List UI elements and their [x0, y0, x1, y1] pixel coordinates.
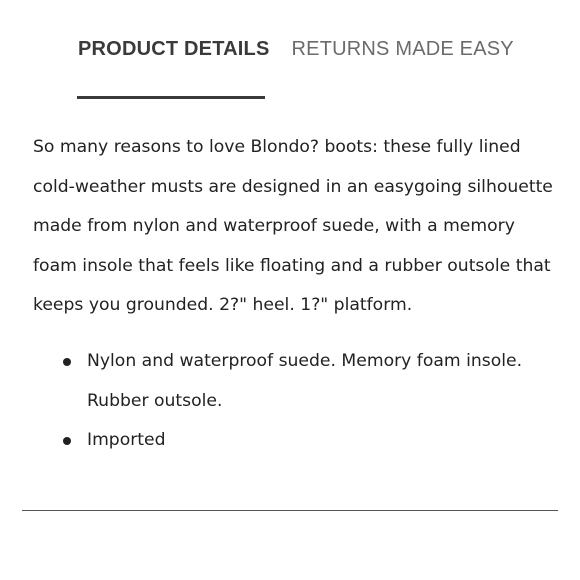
bullet-icon [63, 358, 71, 366]
bullet-icon [63, 437, 71, 445]
tab-product-details[interactable]: PRODUCT DETAILS [78, 38, 270, 60]
tab-returns-made-easy[interactable]: RETURNS MADE EASY [291, 38, 514, 60]
product-tabs [78, 36, 514, 62]
product-features-list [33, 342, 533, 461]
list-item [33, 421, 533, 461]
list-item-text: Nylon and waterproof suede. Memory foam insole. Rubber outsole. [87, 351, 523, 411]
active-tab-underline [77, 96, 265, 99]
section-divider [22, 510, 558, 511]
list-item [33, 342, 533, 421]
list-item-text: Imported [87, 430, 166, 450]
product-description: So many reasons to love Blondo? boots: these fully lined cold-weather musts are designed in an easygoing silhouette made from nylon and waterproof suede, with a memory foam insole that feels like floating and a rubber outsole that keeps you grounded. 2?" heel. 1?" platform. [33, 137, 553, 315]
